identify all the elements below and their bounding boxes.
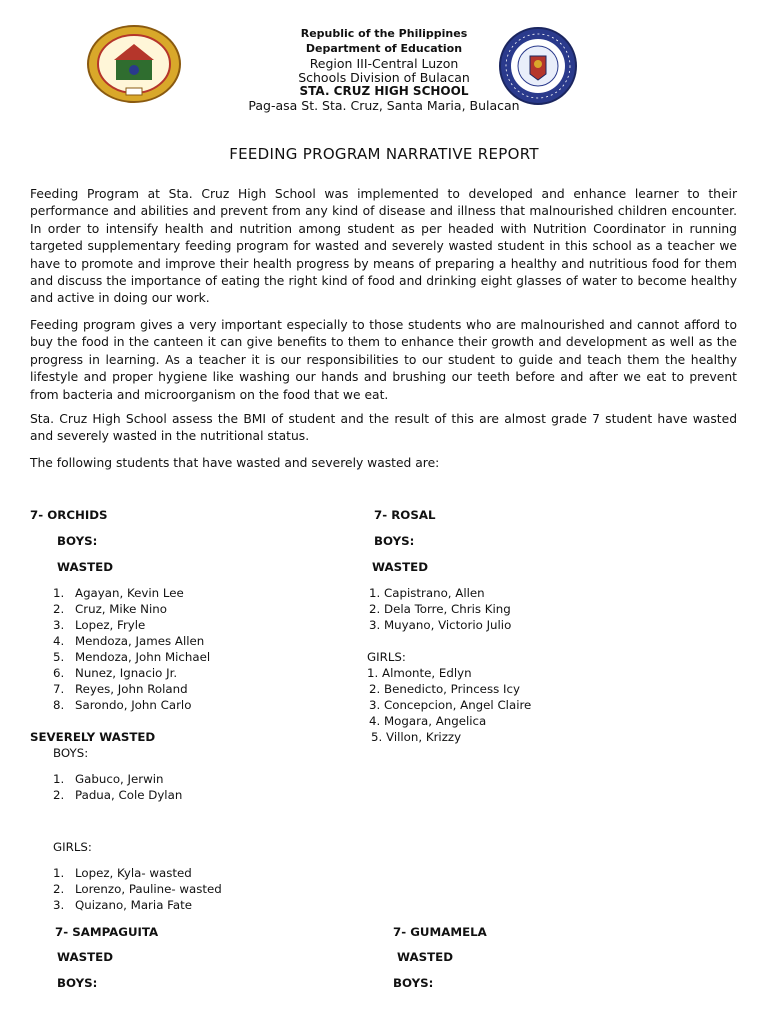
list-item: 2. Cruz, Mike Nino (53, 602, 167, 616)
list-item: 3. Quizano, Maria Fate (53, 898, 192, 912)
header-department: Department of Education (305, 42, 463, 55)
list-item: 8. Sarondo, John Carlo (53, 698, 192, 712)
paragraph-2: Feeding program gives a very important especially to those students who are malnourished and cannot afford to buy the food in the canteen it can give benefits to them to enhance their growth and development as well as the progress in learning. As a teacher it is our responsibilities to our student to guide and teach them the healthy lifestyle and proper hygiene like washing our hands and brushing our teeth before and after we eat to prevent from bacteria and microorganism on the food that we eat. (30, 318, 737, 402)
orchids-wasted-label: WASTED (57, 560, 114, 574)
orchids-boys-label: BOYS: (57, 534, 98, 548)
list-item: 1. Lopez, Kyla- wasted (53, 866, 192, 880)
list-item: 5. Villon, Krizzy (371, 730, 462, 744)
list-item: 3. Muyano, Victorio Julio (369, 618, 512, 632)
list-item: 1. Gabuco, Jerwin (53, 772, 164, 786)
list-item: 3. Lopez, Fryle (53, 618, 146, 632)
section-orchids: 7- ORCHIDS (30, 508, 108, 522)
list-item: 4. Mendoza, James Allen (53, 634, 205, 648)
sampaguita-wasted-label: WASTED (57, 950, 114, 964)
list-item: 1. Capistrano, Allen (369, 586, 485, 600)
section-gumamela: 7- GUMAMELA (393, 925, 487, 939)
list-item: 2. Benedicto, Princess Icy (369, 682, 520, 696)
rosal-boys-label: BOYS: (374, 534, 415, 548)
orchids-girls-label: GIRLS: (53, 840, 92, 854)
header-address: Pag-asa St. Sta. Cruz, Santa Maria, Bulacan (248, 98, 520, 113)
list-item: 2. Padua, Cole Dylan (53, 788, 183, 802)
sampaguita-boys-label: BOYS: (57, 976, 98, 990)
list-item: 2. Dela Torre, Chris King (369, 602, 511, 616)
section-sampaguita: 7- SAMPAGUITA (55, 925, 159, 939)
list-item: 3. Concepcion, Angel Claire (369, 698, 532, 712)
paragraph-3: Sta. Cruz High School assess the BMI of student and the result of this are almost grade 7 student have wasted and severely wasted in the nutritional status. (30, 412, 737, 444)
header-school: STA. CRUZ HIGH SCHOOL (299, 84, 469, 98)
list-item: 1. Almonte, Edlyn (367, 666, 472, 680)
rosal-girls-label: GIRLS: (367, 650, 406, 664)
list-item: 5. Mendoza, John Michael (53, 650, 211, 664)
rosal-wasted-label: WASTED (372, 560, 429, 574)
list-item: 7. Reyes, John Roland (53, 682, 188, 696)
orchids-severe-boys-label: BOYS: (53, 746, 89, 760)
report-title: FEEDING PROGRAM NARRATIVE REPORT (229, 145, 539, 163)
header-division: Schools Division of Bulacan (298, 70, 470, 85)
paragraph-4: The following students that have wasted and severely wasted are: (30, 456, 440, 470)
header-region: Region III-Central Luzon (309, 56, 459, 71)
header-republic: Republic of the Philippines (300, 27, 468, 40)
gumamela-wasted-label: WASTED (397, 950, 454, 964)
list-item: 1. Agayan, Kevin Lee (53, 586, 184, 600)
section-rosal: 7- ROSAL (374, 508, 436, 522)
list-item: 2. Lorenzo, Pauline- wasted (53, 882, 222, 896)
list-item: 6. Nunez, Ignacio Jr. (53, 666, 178, 680)
list-item: 4. Mogara, Angelica (369, 714, 487, 728)
paragraph-1: Feeding Program at Sta. Cruz High School was implemented to developed and enhance learner to their performance and abilities and prevent from any kind of disease and illness that malnourished children encounter. In order to intensify health and nutrition among student as per headed with Nutrition Coordinator in running targeted supplementary feeding program for wasted and severely wasted student in this school as a teacher we have to promote and improve their health progress by means of preparing a healthy and nutritious food for them and discuss the importance of eating the right kind of food and drinking eight glasses of water to become healthy and active in doing our work. (30, 187, 737, 306)
orchids-severely-wasted-label: SEVERELY WASTED (30, 730, 156, 744)
gumamela-boys-label: BOYS: (393, 976, 434, 990)
